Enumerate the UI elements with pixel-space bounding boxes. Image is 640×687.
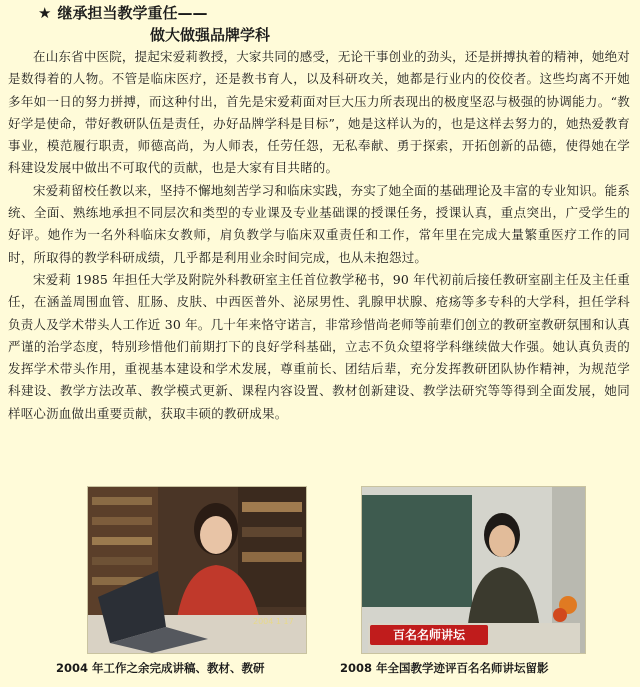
paragraph-1: 在山东省中医院，提起宋爱莉教授，大家共同的感受，无论干事创业的劲头，还是拼搏执着的精神，她绝对是数得着的人物。不管是临床医疗，还是教书育人，以及科研攻关，她都是行业内的佼佼者。这些均离不开她多年如一日的努力拼搏，而这种付出，首先是宋爱莉面对巨大压力所表现出的极度坚忍与极强的协调能力。“教好学是使命，带好教研队伍是责任，办好品牌学科是目标”，她是这样认为的，也是这样去努力的，她热爱教育事业，模范履行职责，师德高尚，为人师表，任劳任怨，无私奉献、勇于探索，开拓创新的品德，使得她在学科建设发展中做出不可取代的贡献，也是大家有目共睹的。 — [8, 49, 630, 176]
section-heading-text: 继承担当教学重任—— — [57, 4, 208, 22]
photo-woman-at-lectern — [361, 486, 586, 654]
section-subheading: 做大做强品牌学科 — [150, 26, 271, 44]
star-icon: ★ — [38, 4, 52, 22]
lectern-banner: 百名名师讲坛 — [370, 625, 488, 645]
photo-caption-2: 2008 年全国教学迹评百名名师讲坛留影 — [340, 661, 549, 675]
section-heading — [8, 2, 630, 24]
paragraph-2: 宋爱莉留校任教以来，坚持不懈地刻苦学习和临床实践，夯实了她全面的基础理论及丰富的专业知识。能系统、全面、熟练地承担不同层次和类型的专业课及专业基础课的授课任务，授课认真，重点突出，广受学生的好评。她作为一名外科临床女教师，肩负教学与临床双重责任和工作，常年里在完成大量繁重医疗工作的同时，所取得的教学科研成绩，几乎都是利用业余时间完成，也从未抱怨过。 — [8, 182, 630, 265]
photo-caption-1: 2004 年工作之余完成讲稿、教材、教研 — [56, 661, 265, 675]
photo-row — [0, 486, 640, 687]
paragraph-3: 宋爱莉 1985 年担任大学及附院外科教研室主任首位教学秘书，90 年代初前后接任教研室副主任及主任重任，在涵盖周围血管、肛肠、皮肤、中西医普外、泌尿男性、乳腺甲状腺、疮疡等多专科的大学科，担任学科负责人及学术带头人工作近 30 年。几十年来恪守诺言，非常珍惜尚老师等前辈们创立的教研室教研氛围和认真严谨的治学态度，特别珍惜他们前期打下的良好学科基础，立志不负众望将学科继续做大作强。她认真负责的发挥学术带头作用，重视基本建设和学术发展，尊重前长、团结后辈，充分发挥教研团队协作精神，为规范学科建设、教学方法改革、教学模式更新、课程内容设置、教材创新建设、教学法研究等等得到全面发展，她同样呕心沥血做出重要贡献，获取丰硕的教研成果。 — [8, 271, 630, 421]
photo-laptop-drawing — [88, 487, 306, 653]
photo-date-stamp: 2004 1 17 — [253, 617, 294, 626]
photo-woman-at-laptop — [87, 486, 307, 654]
